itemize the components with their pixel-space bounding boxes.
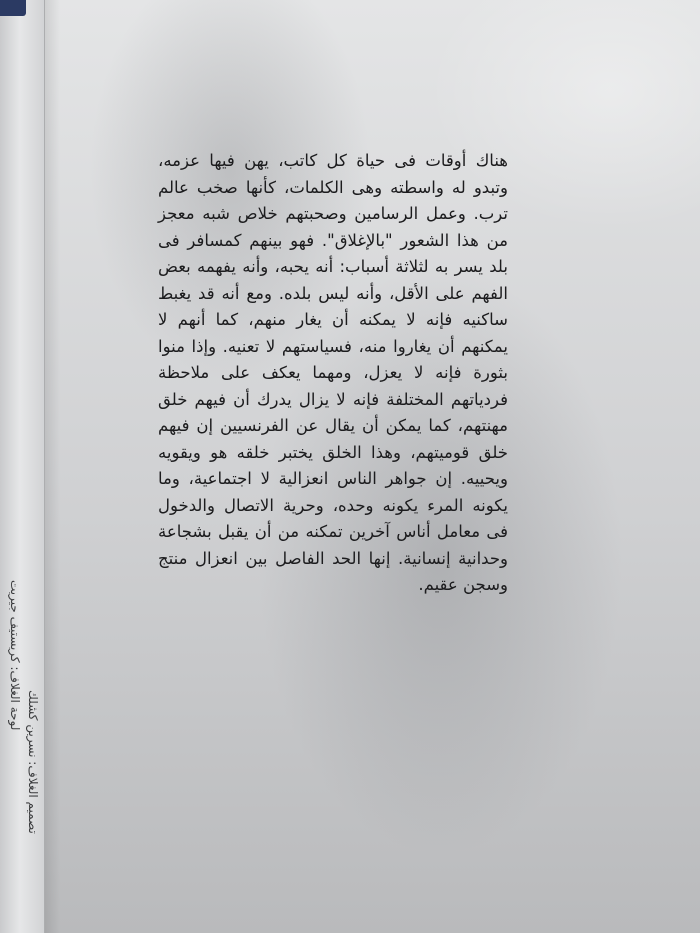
text-line: بلد يسر به لثلاثة أسباب: أنه يحبه، وأنه يفهمه بعض — [158, 257, 508, 276]
text-line: من هذا الشعور "بالإغلاق". فهو بينهم كمسافر فى — [158, 230, 508, 250]
text-line: ترب. وعمل الرسامين وصحبتهم خلاص شبه معجز — [158, 204, 508, 223]
text-line: هناك أوقات فى حياة كل كاتب، يهن فيها عزمه، — [158, 151, 508, 170]
text-line: فى معامل أناس آخرين تمكنه من أن يقبل بشجاعة — [158, 522, 508, 541]
spine-credits — [6, 580, 46, 890]
text-line: الفهم على الأقل، وأنه ليس بلده. ومع أنه قد يغبط — [158, 283, 508, 303]
text-line: يكونه المرء يكونه وحده، وحرية الاتصال والدخول — [158, 495, 508, 515]
text-line: ساكنيه فإنه لا يمكنه أن يغار منهم، كما أنهم لا — [158, 310, 508, 329]
text-line: وسجن عقيم. — [418, 575, 508, 594]
text-line: وحدانية إنسانية. إنها الحد الفاصل بين انعزال منتج — [158, 548, 508, 568]
text-line: فردياتهم المختلفة فإنه لا يزال يدرك أن فيهم خلق — [158, 389, 508, 409]
text-line: بثورة فإنه لا يعزل، ومهما يعكف على ملاحظة — [158, 363, 508, 382]
credit-cover-art: لوحة الغلاف: كريستيف جيريت — [8, 580, 22, 731]
text-line: يمكنهم أن يغاروا منه، فسياستهم لا تعنيه. وإذا منوا — [158, 336, 508, 356]
spine-shadow — [44, 0, 60, 933]
body-paragraph — [158, 148, 508, 599]
text-line: خلق قوميتهم، وهذا الخلق يختبر خلقه هو ويقويه — [158, 442, 508, 462]
text-line: وتبدو له واسطته وهى الكلمات، كأنها صخب عالم — [158, 177, 508, 197]
text-line: مهنتهم، كما يمكن أن يقال عن الفرنسيين إن فيهم — [158, 416, 508, 435]
text-line: ويحييه. إن جواهر الناس انعزالية لا اجتماعية، وما — [158, 469, 508, 488]
credit-cover-design: تصميم الغلاف: نسرين كشلك — [26, 690, 40, 834]
corner-mark — [0, 0, 26, 16]
